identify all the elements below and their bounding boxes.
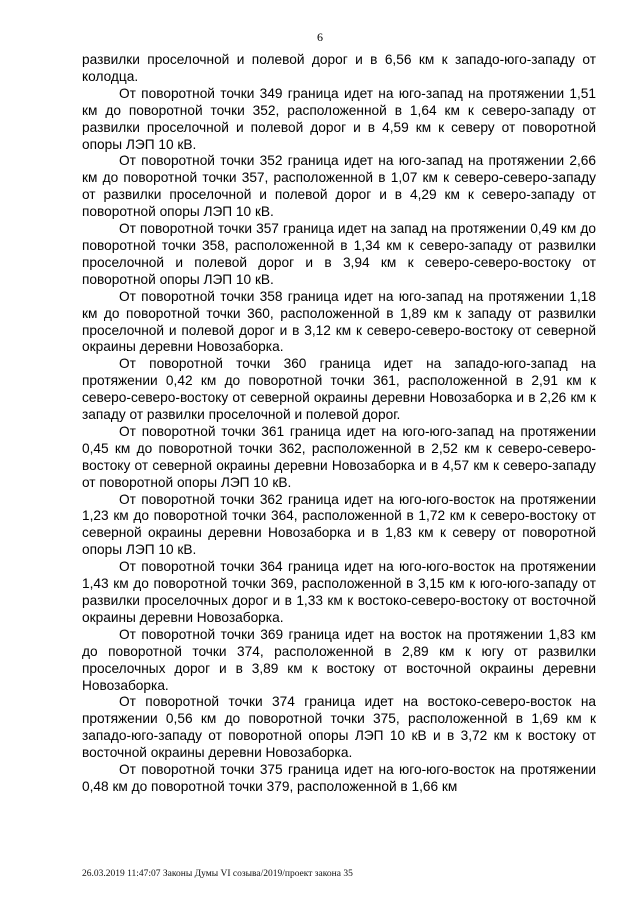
paragraph: От поворотной точки 360 граница идет на западо-юго-запад на протяжении 0,42 км до поворотной точки 361, расположенной в 2,91 км к северо-северо-востоку от северной окраины деревни Новозаборка и в 2,26 км к западу от развилки проселочной и полевой дорог. bbox=[82, 356, 596, 423]
paragraph: От поворотной точки 349 граница идет на юго-запад на протяжении 1,51 км до поворотной точки 352, расположенной в 1,64 км к северо-западу от развилки проселочной и полевой дорог и в 4,59 км к северу от поворотной опоры ЛЭП 10 кВ. bbox=[82, 85, 596, 152]
document-body bbox=[82, 52, 596, 796]
paragraph: От поворотной точки 358 граница идет на юго-запад на протяжении 1,18 км до поворотной точки 360, расположенной в 1,89 км к западу от развилки проселочной и полевой дорог и в 3,12 км к северо-северо-востоку от северной окраины деревни Новозаборка. bbox=[82, 288, 596, 355]
paragraph: От поворотной точки 364 граница идет на юго-юго-восток на протяжении 1,43 км до поворотной точки 369, расположенной в 3,15 км к юго-юго-западу от развилки проселочных дорог и в 1,33 км к востоко-северо-востоку от восточной окраины деревни Новозаборка. bbox=[82, 559, 596, 625]
page-number: 6 bbox=[317, 30, 323, 44]
paragraph: От поворотной точки 362 граница идет на юго-юго-восток на протяжении 1,23 км до поворотной точки 364, расположенной в 1,72 км к северо-востоку от северной окраины деревни Новозаборка и в 1,83 км к северу от поворотной опоры ЛЭП 10 кВ. bbox=[82, 491, 596, 558]
paragraph: От поворотной точки 369 граница идет на восток на протяжении 1,83 км до поворотной точки 374, расположенной в 2,89 км к югу от развилки проселочных дорог и в 3,89 км к востоку от восточной окраины деревни Новозаборка. bbox=[82, 626, 596, 693]
paragraph: От поворотной точки 361 граница идет на юго-юго-запад на протяжении 0,45 км до поворотной точки 362, расположенной в 2,52 км к северо-северо-востоку от северной окраины деревни Новозаборка и в 4,57 км к северо-западу от поворотной опоры ЛЭП 10 кВ. bbox=[82, 423, 596, 490]
document-footer: 26.03.2019 11:47:07 Законы Думы VI созыва/2019/проект закона 35 bbox=[82, 869, 353, 879]
paragraph: От поворотной точки 375 граница идет на юго-юго-восток на протяжении 0,48 км до поворотной точки 379, расположенной в 1,66 км bbox=[82, 762, 596, 794]
paragraph: От поворотной точки 374 граница идет на востоко-северо-восток на протяжении 0,56 км до поворотной точки 375, расположенной в 1,69 км к западо-юго-западу от поворотной опоры ЛЭП 10 кВ и в 3,72 км к востоку от восточной окраины деревни Новозаборка. bbox=[82, 694, 596, 761]
paragraph: развилки проселочной и полевой дорог и в 6,56 км к западо-юго-западу от колодца. bbox=[82, 52, 596, 84]
paragraph: От поворотной точки 357 граница идет на запад на протяжении 0,49 км до поворотной точки 358, расположенной в 1,34 км к северо-западу от развилки проселочной и полевой дорог и в 3,94 км к северо-северо-востоку от поворотной опоры ЛЭП 10 кВ. bbox=[82, 221, 596, 287]
paragraph: От поворотной точки 352 граница идет на юго-запад на протяжении 2,66 км до поворотной точки 357, расположенной в 1,07 км к северо-северо-западу от развилки проселочной и полевой дорог и в 4,29 км к северо-западу от поворотной опоры ЛЭП 10 кВ. bbox=[82, 153, 596, 220]
